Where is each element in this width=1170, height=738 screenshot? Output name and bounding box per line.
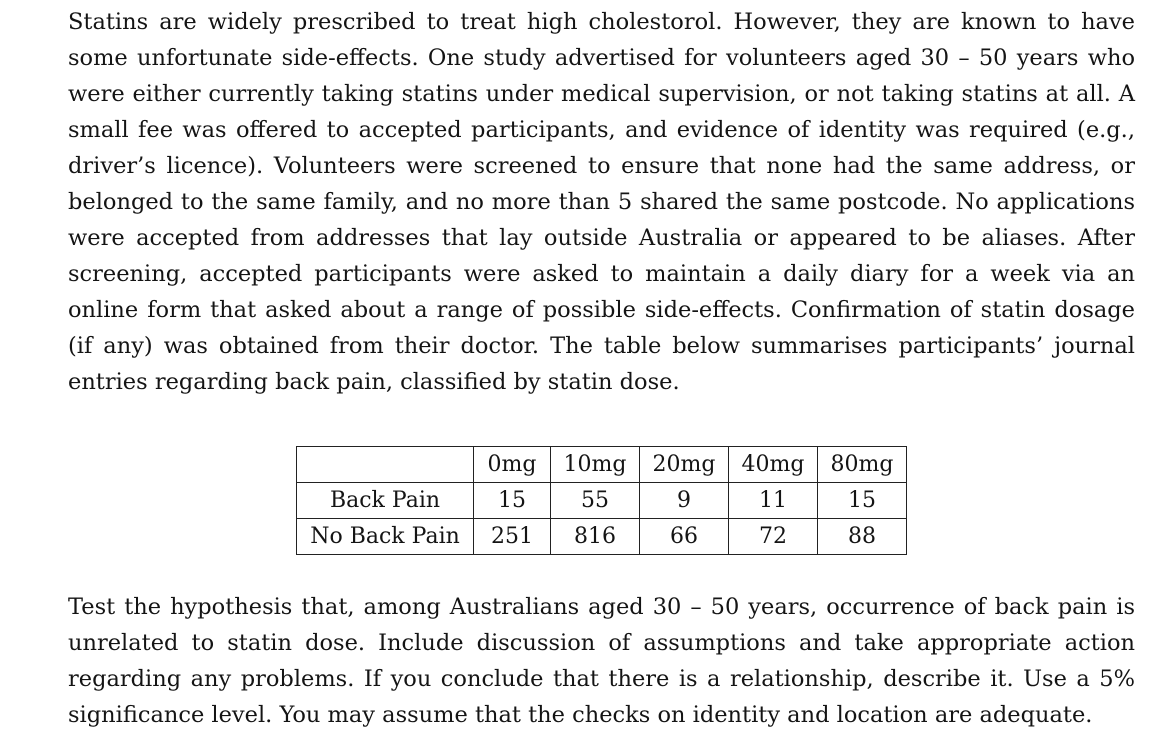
table-container <box>296 446 1135 555</box>
table-cell: 15 <box>818 483 907 519</box>
question-paragraph: Test the hypothesis that, among Australians aged 30 – 50 years, occurrence of back pain is unrelated to statin dose. Include discussion of assumptions and take appropriate action regarding any problems. If you conclude that there is a relationship, describe it. Use a 5% significance level. You may assume that the checks on identity and location are adequate. <box>68 594 1135 728</box>
table-row <box>297 483 907 519</box>
intro-paragraph: Statins are widely prescribed to treat high cholestorol. However, they are known to have some unfortunate side-effects. One study advertised for volunteers aged 30 – 50 years who were either currently taking statins under medical supervision, or not taking statins at all. A small fee was offered to accepted participants, and evidence of identity was required (e.g., driver’s licence). Volunteers were screened to ensure that none had the same address, or belonged to the same family, and no more than 5 shared the same postcode. No applications were accepted from addresses that lay outside Australia or appeared to be aliases. After screening, accepted participants were asked to maintain a daily diary for a week via an online form that asked about a range of possible side-effects. Confirmation of statin dosage (if any) was obtained from their doctor. The table below summarises participants’ journal entries regarding back pain, classified by statin dose. <box>68 9 1135 395</box>
table-corner-cell <box>297 447 474 483</box>
table-header-row <box>297 447 907 483</box>
column-header: 10mg <box>551 447 640 483</box>
statin-back-pain-table <box>296 446 907 555</box>
table-cell: 66 <box>640 519 729 555</box>
column-header: 0mg <box>474 447 551 483</box>
table-cell: 9 <box>640 483 729 519</box>
table-cell: 88 <box>818 519 907 555</box>
row-label: Back Pain <box>297 483 474 519</box>
table-cell: 15 <box>474 483 551 519</box>
table-row <box>297 519 907 555</box>
row-label: No Back Pain <box>297 519 474 555</box>
column-header: 20mg <box>640 447 729 483</box>
document-page <box>68 4 1135 733</box>
column-header: 80mg <box>818 447 907 483</box>
table-cell: 251 <box>474 519 551 555</box>
table-cell: 55 <box>551 483 640 519</box>
column-header: 40mg <box>729 447 818 483</box>
table-cell: 816 <box>551 519 640 555</box>
table-cell: 11 <box>729 483 818 519</box>
table-cell: 72 <box>729 519 818 555</box>
